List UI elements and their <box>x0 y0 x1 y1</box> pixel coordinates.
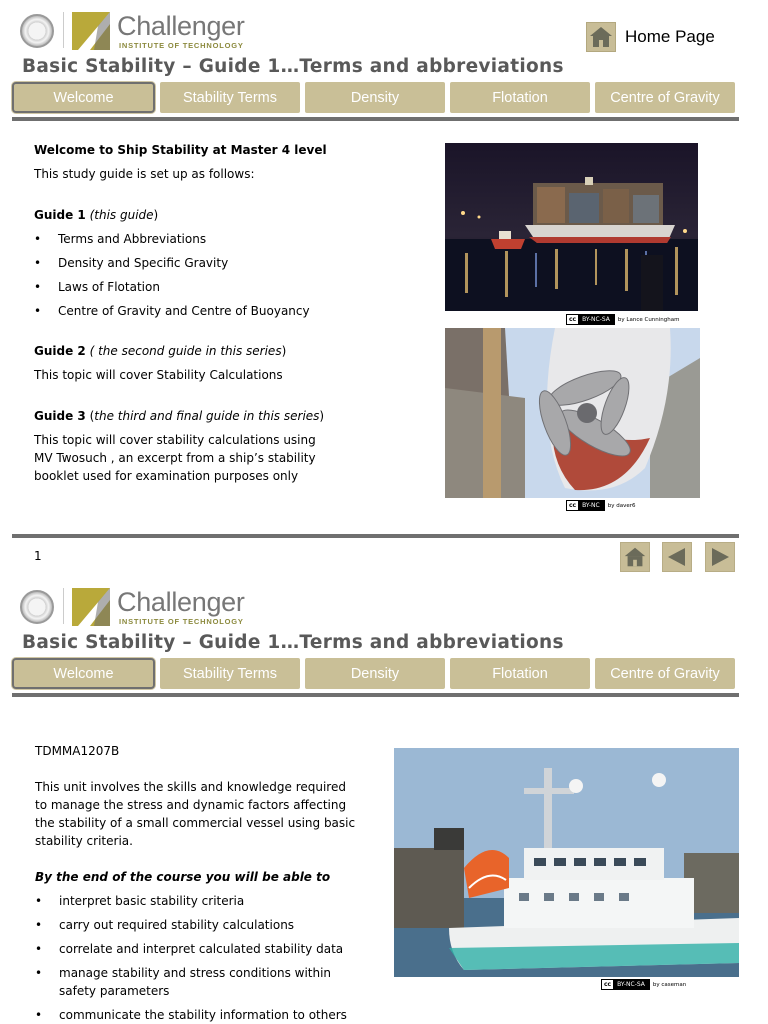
brand-subtitle: INSTITUTE OF TECHNOLOGY <box>119 41 244 50</box>
unit-summary-line: the stability of a small commercial vessel using basic <box>35 816 356 830</box>
guide3-close: ) <box>319 409 325 423</box>
logo-divider <box>63 12 64 48</box>
list-item: • communicate the stability information to others <box>35 1006 375 1024</box>
guide2-text: This topic will cover Stability Calculations <box>34 368 283 382</box>
triangle-left-icon <box>665 545 689 569</box>
photo-credit-text: by caseman <box>652 981 687 988</box>
tab-centre-of-gravity[interactable]: Centre of Gravity <box>595 658 735 689</box>
footer-rule <box>12 534 739 538</box>
list-item: • interpret basic stability criteria <box>35 892 375 910</box>
guide3-text <box>34 431 424 485</box>
guide3-text-line: This topic will cover stability calculations using <box>34 433 316 447</box>
guide1-label: Guide 1 <box>34 208 86 222</box>
list-item: • Centre of Gravity and Centre of Buoyancy <box>34 302 424 320</box>
unit-summary-line: stability criteria. <box>35 834 133 848</box>
tab-stability-terms[interactable]: Stability Terms <box>160 82 300 113</box>
page-title: Basic Stability – Guide 1…Terms and abbreviations <box>22 632 564 653</box>
tab-welcome[interactable]: Welcome <box>12 658 155 689</box>
home-button[interactable] <box>586 22 616 52</box>
unit-summary <box>35 778 375 850</box>
outcomes-heading: By the end of the course you will be able to <box>35 870 331 884</box>
home-icon <box>622 544 648 570</box>
guide3-note: the third and final guide in this series <box>94 409 320 423</box>
next-page-button[interactable] <box>705 542 735 572</box>
tab-flotation[interactable]: Flotation <box>450 82 590 113</box>
unit-code: TDMMA1207B <box>35 744 120 758</box>
welcome-content <box>34 141 424 485</box>
unit-description <box>35 742 375 1024</box>
cc-license-text: BY-NC-SA <box>617 981 645 988</box>
tab-welcome[interactable]: Welcome <box>12 82 155 113</box>
list-item: • correlate and interpret calculated stability data <box>35 940 375 958</box>
guide1-note: (this guide <box>89 208 154 222</box>
cc-license-text: BY-NC-SA <box>582 316 610 323</box>
guide1-heading <box>34 206 424 224</box>
list-item: • manage stability and stress conditions within safety parameters <box>35 964 355 1000</box>
photo3-credit <box>601 979 686 990</box>
cc-license-badge: cc BY-NC-SA <box>566 314 615 325</box>
vessel-photo <box>394 748 739 977</box>
unit-summary-line: This unit involves the skills and knowledge required <box>35 780 346 794</box>
logo-divider <box>63 588 64 624</box>
list-item: • Density and Specific Gravity <box>34 254 424 272</box>
guide2-note: ( the second guide in this series <box>85 344 282 358</box>
list-item: • carry out required stability calculations <box>35 916 375 934</box>
tab-stability-terms[interactable]: Stability Terms <box>160 658 300 689</box>
outcomes-list <box>35 892 375 1024</box>
page-number: 1 <box>34 549 42 563</box>
nav-tabs <box>12 82 735 113</box>
home-button[interactable] <box>620 542 650 572</box>
welcome-heading: Welcome to Ship Stability at Master 4 level <box>34 143 327 157</box>
guide3-open: ( <box>85 409 95 423</box>
nav-tabs <box>12 658 735 689</box>
photo2-credit <box>566 500 635 511</box>
cc-license-text: BY-NC <box>582 502 600 509</box>
list-item: • Laws of Flotation <box>34 278 424 296</box>
list-item: • Terms and Abbreviations <box>34 230 424 248</box>
brand-name: Challenger <box>117 587 245 617</box>
home-page-link[interactable]: Home Page <box>625 27 715 46</box>
brand-subtitle: INSTITUTE OF TECHNOLOGY <box>119 617 244 626</box>
tab-centre-of-gravity[interactable]: Centre of Gravity <box>595 82 735 113</box>
guide1-close: ) <box>153 208 159 222</box>
guide2-heading <box>34 342 424 360</box>
guide3-label: Guide 3 <box>34 409 86 423</box>
photo-credit-text: by daver6 <box>607 502 636 509</box>
cc-license-badge: cc BY-NC-SA <box>601 979 650 990</box>
tab-flotation[interactable]: Flotation <box>450 658 590 689</box>
guide2-label: Guide 2 <box>34 344 86 358</box>
guide3-text-line: booklet used for examination purposes only <box>34 469 299 483</box>
institution-seal-logo <box>20 14 54 48</box>
previous-page-button[interactable] <box>662 542 692 572</box>
header-rule <box>12 117 739 121</box>
tab-density[interactable]: Density <box>305 82 445 113</box>
unit-summary-line: to manage the stress and dynamic factors affecting <box>35 798 347 812</box>
container-ship-photo <box>445 143 698 311</box>
propeller-photo <box>445 328 700 498</box>
header-rule <box>12 693 739 697</box>
guide1-list <box>34 230 424 320</box>
challenger-mark-logo <box>72 588 110 626</box>
guide3-heading <box>34 407 424 425</box>
cc-license-badge: cc BY-NC <box>566 500 605 511</box>
institution-seal-logo <box>20 590 54 624</box>
challenger-mark-logo <box>72 12 110 50</box>
page-title: Basic Stability – Guide 1…Terms and abbreviations <box>22 56 564 77</box>
guide2-close: ) <box>281 344 287 358</box>
triangle-right-icon <box>708 545 732 569</box>
photo1-credit <box>566 314 680 325</box>
home-icon <box>587 23 615 51</box>
tab-density[interactable]: Density <box>305 658 445 689</box>
brand-name: Challenger <box>117 11 245 41</box>
photo-credit-text: by Lance Cunningham <box>617 316 680 323</box>
welcome-intro: This study guide is set up as follows: <box>34 167 255 181</box>
guide3-text-line: MV Twosuch , an excerpt from a ship’s stability <box>34 451 316 465</box>
